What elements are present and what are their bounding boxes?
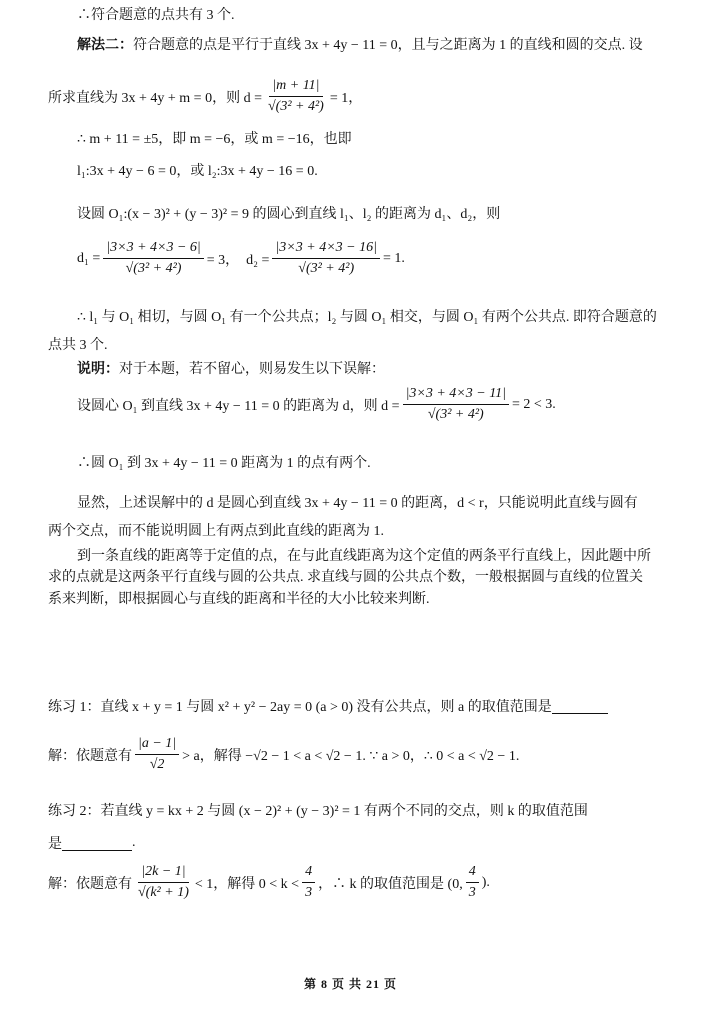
text-line <box>48 864 490 901</box>
text-segment: = 3， d₂ = <box>206 252 270 268</box>
numerator: |3×3 + 4×3 − 16| <box>272 240 380 259</box>
denominator: √(k² + 1) <box>138 885 189 900</box>
fraction <box>135 736 179 773</box>
text-segment: 系来判断，即根据圆心与直线的距离和半径的大小比较来判断. <box>48 592 430 607</box>
text-line <box>77 160 318 180</box>
text-segment: 显然，上述误解中的 d 是圆心到直线 3x + 4y − 11 = 0 的距离，d < r，只能说明此直线与圆有 <box>77 496 638 511</box>
answer-blank <box>552 699 608 714</box>
bold-label: 解法二： <box>77 38 133 53</box>
text-segment: 设圆 O₁:(x − 3)² + (y − 3)² = 9 的圆心到直线 l₁、l₂ 的距离为 d₁、d₂，则 <box>77 207 501 222</box>
text-line <box>77 452 371 472</box>
text-segment: 解：依题意有 <box>48 876 132 892</box>
text-segment: 设圆心 O₁ 到直线 3x + 4y − 11 = 0 的距离为 d，则 d = <box>77 398 400 414</box>
text-segment: 对于本题，若不留心，则易发生以下误解： <box>119 362 385 377</box>
denominator: √(3² + 4²) <box>267 99 324 114</box>
text-segment: ，∴ k 的取值范围是 (0, <box>318 876 463 892</box>
bold-label: 说明： <box>77 362 119 377</box>
text-line <box>77 4 235 24</box>
denominator: 3 <box>305 885 313 900</box>
text-segment: 求的点就是这两条平行直线与圆的公共点. 求直线与圆的公共点个数，一般根据圆与直线的位置关 <box>48 570 643 585</box>
text-segment: ∴符合题意的点共有 3 个. <box>77 8 235 23</box>
text-line <box>48 696 608 716</box>
text-line <box>48 800 588 820</box>
fraction <box>403 386 509 423</box>
text-segment: 点共 3 个. <box>48 338 108 353</box>
text-line <box>77 240 405 277</box>
text-segment: . <box>132 835 136 850</box>
text-segment: = 1， <box>329 90 363 106</box>
text-segment: ∴ l₁ 与 O₁ 相切，与圆 O₁ 有一个公共点；l₂ 与圆 O₁ 相交，与圆 O₁ 有两个公共点. 即符合题意的 <box>77 310 657 325</box>
fraction <box>272 240 380 277</box>
text-line <box>48 736 519 773</box>
numerator: |a − 1| <box>135 736 179 755</box>
page-footer: 第 8 页 共 21 页 <box>303 977 397 991</box>
text-segment: ∴圆 O₁ 到 3x + 4y − 11 = 0 距离为 1 的点有两个. <box>77 456 371 471</box>
text-segment: 两个交点，而不能说明圆上有两点到此直线的距离为 1. <box>48 524 384 539</box>
text-line <box>48 833 136 853</box>
text-segment: > a，解得 −√2 − 1 < a < √2 − 1. ∵ a > 0，∴ 0 < a < √2 − 1. <box>182 748 520 764</box>
text-line <box>48 78 362 115</box>
fraction <box>103 240 204 277</box>
fraction <box>302 864 315 901</box>
text-line <box>48 566 643 586</box>
fraction <box>466 864 479 901</box>
text-line <box>77 128 352 148</box>
denominator: √(3² + 4²) <box>298 261 355 276</box>
text-line <box>77 386 556 423</box>
numerator: |3×3 + 4×3 − 11| <box>403 386 509 405</box>
numerator: |m + 11| <box>269 78 322 97</box>
text-segment: ). <box>481 874 490 890</box>
text-segment: 练习 2：若直线 y = kx + 2 与圆 (x − 2)² + (y − 3)² = 1 有两个不同的交点，则 k 的取值范围 <box>48 804 588 819</box>
text-segment: 所求直线为 3x + 4y + m = 0，则 d = <box>48 90 262 106</box>
text-line <box>48 334 108 354</box>
denominator: 3 <box>468 885 476 900</box>
numerator: 4 <box>302 864 315 883</box>
fraction <box>265 78 327 115</box>
text-line <box>77 306 657 326</box>
text-line <box>77 358 385 378</box>
fraction <box>135 864 192 901</box>
text-segment: 符合题意的点是平行于直线 3x + 4y − 11 = 0，且与之距离为 1 的直线和圆的交点. 设 <box>133 38 643 53</box>
text-segment: 到一条直线的距离等于定值的点，在与此直线距离为这个定值的两条平行直线上，因此题中所 <box>77 549 651 564</box>
numerator: 4 <box>466 864 479 883</box>
text-line <box>77 34 643 54</box>
text-segment: 解：依题意有 <box>48 748 132 764</box>
numerator: |3×3 + 4×3 − 6| <box>103 240 204 259</box>
text-segment: 是 <box>48 837 62 852</box>
text-segment: = 1. <box>382 250 405 266</box>
text-segment: < 1，解得 0 < k < <box>194 876 300 892</box>
text-segment: d₁ = <box>77 250 101 266</box>
text-line <box>48 520 384 540</box>
text-line <box>77 203 500 223</box>
text-line <box>77 545 651 565</box>
text-segment: l₁:3x + 4y − 6 = 0，或 l₂:3x + 4y − 16 = 0. <box>77 164 318 179</box>
answer-blank <box>62 836 132 851</box>
text-segment: 练习 1：直线 x + y = 1 与圆 x² + y² − 2ay = 0 (a > 0) 没有公共点，则 a 的取值范围是 <box>48 700 552 715</box>
text-line <box>48 588 430 608</box>
denominator: √(3² + 4²) <box>125 261 182 276</box>
denominator: √(3² + 4²) <box>427 407 484 422</box>
text-segment: ∴ m + 11 = ±5，即 m = −6，或 m = −16，也即 <box>77 132 352 147</box>
denominator: √2 <box>149 757 165 772</box>
text-segment: = 2 < 3. <box>512 396 556 412</box>
numerator: |2k − 1| <box>138 864 188 883</box>
text-line <box>77 492 638 512</box>
